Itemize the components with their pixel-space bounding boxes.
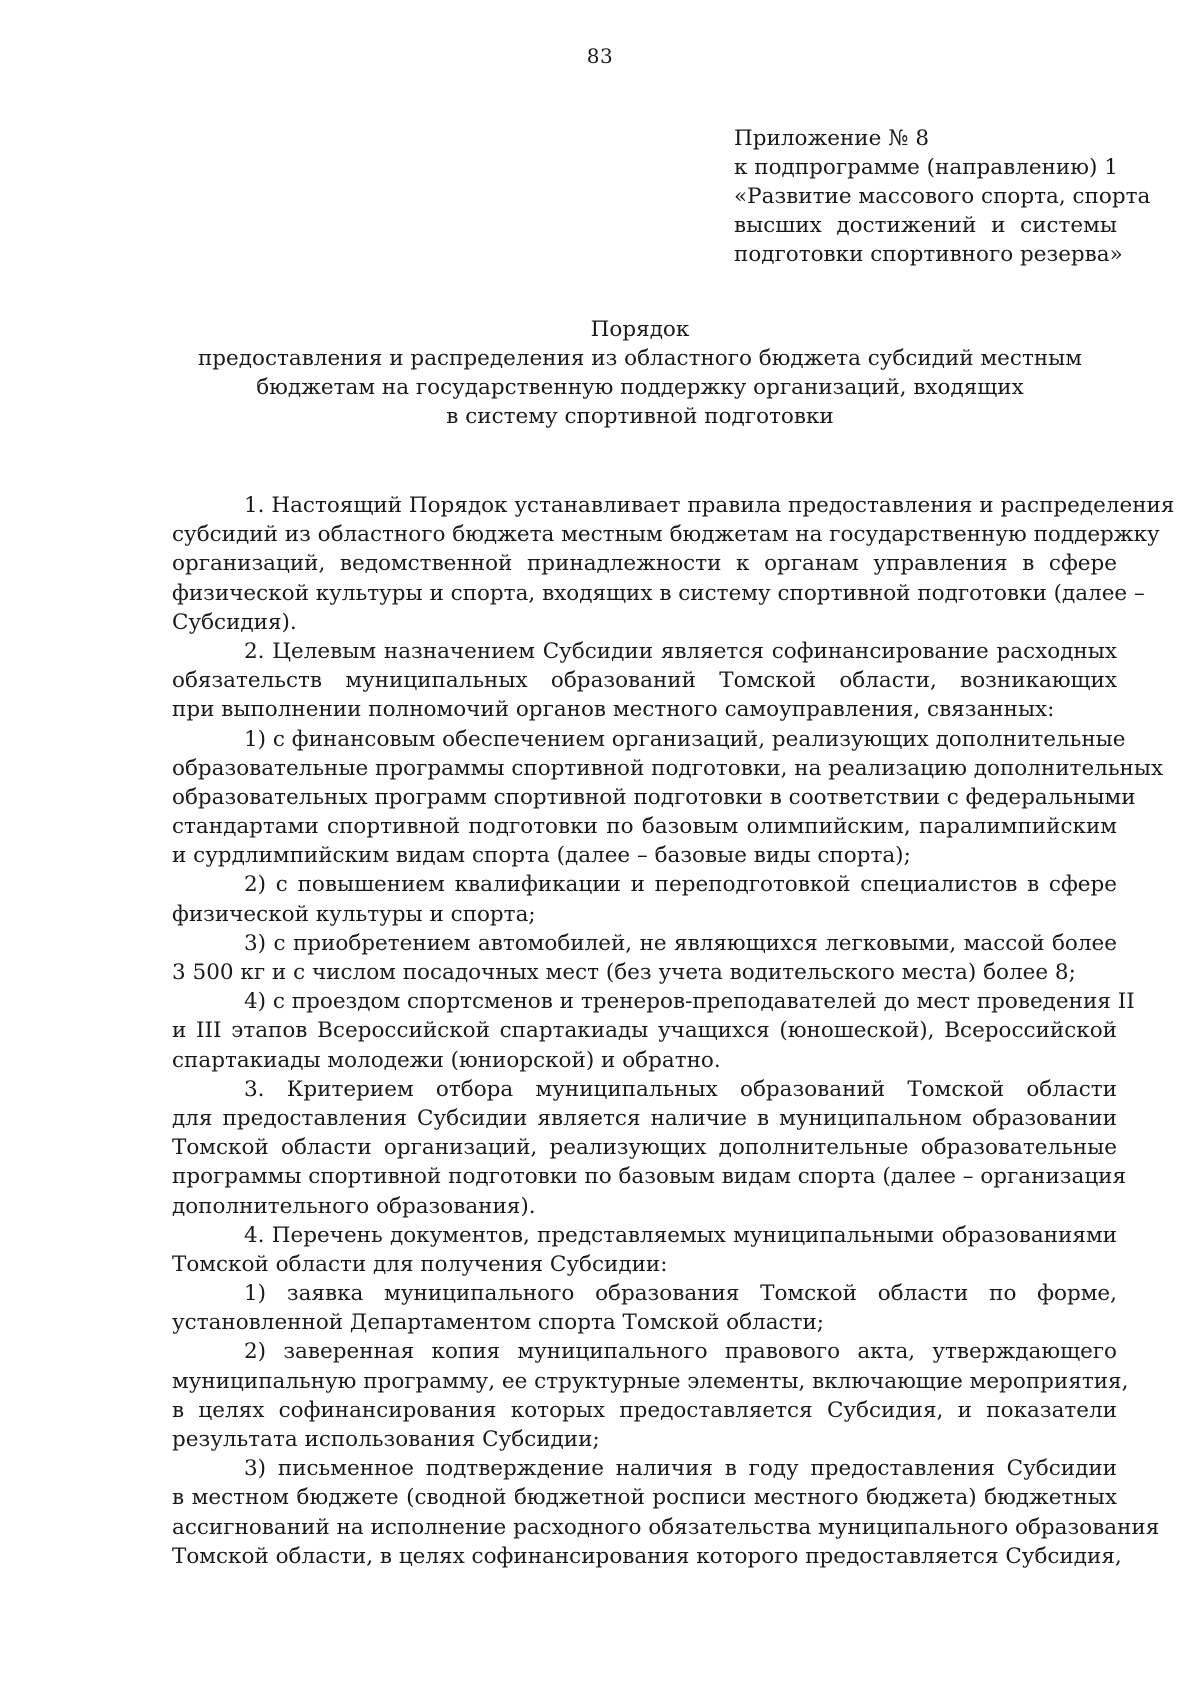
- body-line: 3) с приобретением автомобилей, не являющихся легковыми, массой более: [244, 930, 1117, 956]
- body-line: 3 500 кг и с числом посадочных мест (без учета водительского места) более 8;: [172, 960, 1076, 985]
- appendix-line: подготовки спортивного резерва»: [734, 242, 1123, 267]
- body-line: 2) заверенная копия муниципального правового акта, утверждающего: [244, 1339, 1117, 1365]
- body-line: 3. Критерием отбора муниципальных образований Томской области: [244, 1076, 1117, 1102]
- body-line: физической культуры и спорта;: [172, 901, 536, 927]
- body-line: 1. Настоящий Порядок устанавливает правила предоставления и распределения: [244, 493, 1175, 518]
- appendix-line: высших достижений и системы: [734, 213, 1117, 238]
- body-line: образовательных программ спортивной подготовки в соответствии с федеральными: [172, 784, 1136, 810]
- body-line: обязательств муниципальных образований Томской области, возникающих: [172, 668, 1117, 694]
- page-number: 83: [586, 44, 614, 68]
- document-title: [160, 315, 1120, 431]
- title-line: бюджетам на государственную поддержку организаций, входящих: [256, 375, 1024, 400]
- body-line: установленной Департаментом спорта Томской области;: [172, 1310, 825, 1336]
- title-line: предоставления и распределения из областного бюджета субсидий местным: [197, 346, 1083, 371]
- body-line: результата использования Субсидии;: [172, 1427, 600, 1452]
- body-line: в целях софинансирования которых предоставляется Субсидия, и показатели: [172, 1397, 1117, 1423]
- body-line: и III этапов Всероссийской спартакиады учащихся (юношеской), Всероссийской: [172, 1018, 1117, 1044]
- body-line: ассигнований на исполнение расходного обязательства муниципального образования: [172, 1514, 1160, 1540]
- body-line: 1) заявка муниципального образования Томской области по форме,: [244, 1281, 1117, 1307]
- body-line: Томской области, в целях софинансирования которого предоставляется Субсидия,: [172, 1543, 1122, 1569]
- appendix-header: [734, 124, 1151, 269]
- appendix-line: к подпрограмме (направлению) 1: [734, 155, 1118, 180]
- title-line: в систему спортивной подготовки: [446, 404, 834, 429]
- body-line: Субсидия).: [172, 609, 297, 635]
- body-line: муниципальную программу, ее структурные элементы, включающие мероприятия,: [172, 1368, 1129, 1394]
- body-line: 4. Перечень документов, представляемых муниципальными образованиями: [244, 1222, 1117, 1248]
- body-line: 2. Целевым назначением Субсидии является софинансирование расходных: [244, 638, 1117, 664]
- appendix-line: «Развитие массового спорта, спорта: [734, 184, 1151, 209]
- body-line: спартакиады молодежи (юниорской) и обратно.: [172, 1047, 721, 1073]
- body-line: организаций, ведомственной принадлежности к органам управления в сфере: [172, 551, 1117, 577]
- appendix-line: Приложение № 8: [734, 126, 930, 151]
- body-line: 2) с повышением квалификации и переподготовкой специалистов в сфере: [244, 872, 1117, 898]
- body-line: 4) с проездом спортсменов и тренеров-преподавателей до мест проведения II: [244, 989, 1135, 1015]
- body-line: и сурдлимпийским видам спорта (далее – базовые виды спорта);: [172, 843, 911, 869]
- body-line: физической культуры и спорта, входящих в систему спортивной подготовки (далее –: [172, 580, 1145, 606]
- body-line: дополнительного образования).: [172, 1193, 536, 1219]
- body-line: при выполнении полномочий органов местного самоуправления, связанных:: [172, 697, 1055, 723]
- body-line: в местном бюджете (сводной бюджетной росписи местного бюджета) бюджетных: [172, 1485, 1117, 1511]
- body-line: субсидий из областного бюджета местным бюджетам на государственную поддержку: [172, 522, 1160, 548]
- body-line: программы спортивной подготовки по базовым видам спорта (далее – организация: [172, 1164, 1127, 1190]
- body-line: 1) с финансовым обеспечением организаций, реализующих дополнительные: [244, 726, 1126, 752]
- body-line: Томской области организаций, реализующих дополнительные образовательные: [172, 1135, 1117, 1161]
- body-line: Томской области для получения Субсидии:: [172, 1251, 668, 1277]
- document-body: [172, 491, 1175, 1571]
- body-line: 3) письменное подтверждение наличия в году предоставления Субсидии: [244, 1456, 1117, 1482]
- body-line: для предоставления Субсидии является наличие в муниципальном образовании: [172, 1105, 1117, 1131]
- body-line: образовательные программы спортивной подготовки, на реализацию дополнительных: [172, 755, 1164, 781]
- title-line: Порядок: [590, 317, 690, 342]
- body-line: стандартами спортивной подготовки по базовым олимпийским, паралимпийским: [172, 814, 1117, 840]
